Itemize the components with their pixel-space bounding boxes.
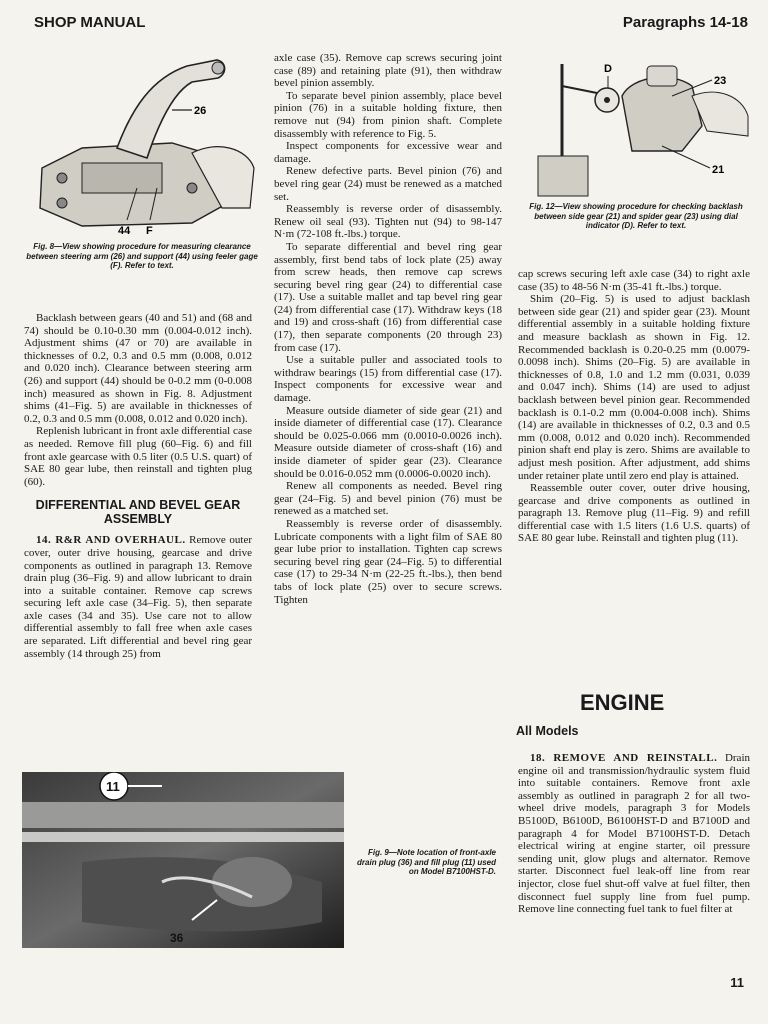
col2-paragraph-5: Reassembly is reverse order of disassembly. Renew oil seal (93). Tighten nut (94) to 98-147 N·m (72-108 ft.-lbs.) torque. (274, 203, 502, 241)
col3-paragraph-3: Reassemble outer cover, outer drive housing, gearcase and drive components as outlined in paragraph 13. Remove plug (11–Fig. 9) and refill differential case with 1.5 liters (1.6 U.S. quarts) of SAE 80 gear lube. Reinstall and tighten plug (11). (518, 482, 750, 545)
col1-paragraph-1: Backlash between gears (40 and 51) and (68 and 74) should be 0.10-0.30 mm (0.004-0.012 inch). Adjustment shims (47 or 70) are available in thicknesses of 0.2, 0.3 and 0.5 mm (0.008, 0.012 and 0.020 inch). Clearance between steering arm (26) and support (44) should be 0-0.2 mm (0-0.008 inch) measured as shown in Fig. 8. Adjustment shims (41–Fig. 5) are available in thicknesses of 0.2, 0.3 and 0.5 mm (0.008, 0.012 and 0.020 inch). (24, 312, 252, 425)
fig9-caption: Fig. 9—Note location of front-axle drain plug (36) and fill plug (11) used on Model B7100HST-D. (357, 848, 496, 876)
run-in-heading-18: 18. REMOVE AND REINSTALL. (530, 752, 718, 764)
col1-paragraph-2: Replenish lubricant in front axle differential case as needed. Remove fill plug (60–Fig. 6) and fill front axle gearcase with 0.5 liter (0.5 U.S. quart) of SAE 80 gear lube, then reinstall and tighten plug (60). (24, 425, 252, 488)
col2-paragraph-6: To separate differential and bevel ring gear assembly, first bend tabs of lock plate (25) away from screw heads, then remove cap screws securing bevel ring gear (24) to differential case (17). Use a suitable mallet and tap bevel ring gear (24) from differential case (17). Withdraw keys (18 and 19) and cross-shaft (16) from differential case (17), then separate components (20 through 23) from case (17). (274, 240, 502, 354)
col2-paragraph-1: axle case (35). Remove cap screws securing joint case (89) and retaining plate (91), then withdraw bevel pinion assembly. (274, 52, 502, 90)
fig9-photo (22, 772, 344, 948)
column-1 (24, 312, 252, 660)
subheading-all-models: All Models (516, 724, 579, 738)
fig12-caption: Fig. 12—View showing procedure for checking backlash between side gear (21) and spider gear (23) using dial indicator (D). Refer to text. (529, 202, 743, 230)
column-2 (274, 52, 502, 606)
running-header-right: Paragraphs 14-18 (622, 14, 748, 31)
run-in-heading-14: 14. R&R AND OVERHAUL. (36, 534, 186, 547)
col2-paragraph-3: Inspect components for excessive wear and damage. (274, 140, 502, 165)
col3-paragraph-4 (518, 752, 750, 916)
col2-paragraph-10: Reassembly is reverse order of disassembly. Lubricate components with a light film of SAE 80 gear lube prior to installation. Tighten cap screws securing bevel ring gear (24–Fig. 5) to differential case (17) to 29-34 N·m (22-25 ft.-lbs.), then bend tabs of lock plate (25) over to secure screws. Tighten (274, 517, 502, 606)
fig12-label-d: D (604, 63, 612, 75)
col2-paragraph-2: To separate bevel pinion assembly, place bevel pinion (76) in a suitable holding fixture, then remove nut (94) from pinion shaft. Complete disassembly with reference to Fig. 5. (274, 89, 502, 140)
fig12-illustration (522, 56, 750, 198)
col2-paragraph-4: Renew defective parts. Bevel pinion (76) and bevel ring gear (24) must be renewed as a matched set. (274, 165, 502, 203)
col2-paragraph-8: Measure outside diameter of side gear (21) and inside diameter of differential case (17). Clearance should be 0.025-0.066 mm (0.0010-0.0026 inch). Measure outside diameter of cross-shaft (16) and inside diameter of spider gear (23). Clearance should be 0.016-0.052 mm (0.0006-0.0020 inch). (274, 404, 502, 480)
page-number: 11 (730, 975, 744, 990)
fig8-label-44: 44 (118, 225, 131, 237)
running-header-left: SHOP MANUAL (34, 14, 146, 31)
section-heading-differential: DIFFERENTIAL AND BEVEL GEAR ASSEMBLY (35, 498, 241, 527)
col3-paragraph-2: Shim (20–Fig. 5) is used to adjust backlash between side gear (21) and spider gear (23). Mount differential assembly in a suitable holding fixture and measure backlash as shown in Fig. 12. Recommended backlash is 0.20-0.25 mm (0.0079-0.0098 inch). Shims (20–Fig. 5) are available in thicknesses of 0.8, 1.0 and 1.2 mm (0.031, 0.039 and 0.047 inch). Shims (14) are used to adjust backlash between bevel pinion gear. Recommended backlash is 0.1-0.2 mm (0.004-0.008 inch). Shims (14) are available in thicknesses of 0.2, 0.3 and 0.5 mm (0.008, 0.012 and 0.020 inch). Recommended pinion shaft end play is zero. Shims are available to adjust mesh position. After adjustment, add shims under retainer plate until zero end play is attained. (518, 293, 750, 482)
fig9-label-36: 36 (170, 931, 184, 945)
col3-paragraph-1: cap screws securing left axle case (34) to right axle case (35) to 48-56 N·m (35-41 ft.-lbs.) torque. (518, 268, 750, 293)
column-3-bottom (518, 752, 750, 916)
col2-paragraph-7: Use a suitable puller and associated tools to withdraw bearings (15) from differential case (17). Inspect components for excessive wear and damage. (274, 354, 502, 405)
col1-paragraph-3-text: Remove outer cover, outer drive housing, gearcase and drive components as outlined in paragraph 13. Remove drain plug (36–Fig. 9) and allow lubricant to drain into a suitable container. Remove cap screws securing left axle case (34–Fig. 5), then separate axle cases (34 and 35). Use care not to allow differential assembly to fall free when axle cases are separated. Lift differential and bevel ring gear assembly (14 through 25) from (24, 534, 252, 660)
fig12-label-23: 23 (714, 75, 727, 87)
fig12-label-21: 21 (712, 164, 725, 176)
section-heading-engine: ENGINE (580, 690, 665, 715)
fig9-label-11: 11 (106, 779, 120, 794)
col3-paragraph-4-text: Drain engine oil and transmission/hydraulic system fluid into suitable containers. Remove front axle assembly as outlined in paragraph 2 for all two-wheel drive models, paragraph 3 for Models B5100D, B6100D, B6100HST-D and B7100D and paragraph 4 for Model B7100HST-D. Detach electrical wiring at engine starter, oil pressure sending unit, glow plugs and alternator. Remove starter. Disconnect fuel leak-off line from rear injector, close fuel shut-off valve at fuel filter, then disconnect fuel supply line from fuel pump. Remove line connecting fuel tank to fuel filter at (518, 752, 750, 916)
fig8-label-26: 26 (194, 105, 207, 117)
fig8-illustration (22, 48, 262, 238)
fig8-label-f: F (146, 225, 153, 237)
column-3-top (518, 268, 750, 545)
col2-paragraph-9: Renew all components as needed. Bevel ring gear (24–Fig. 5) and bevel pinion (76) must be renewed as a matched set. (274, 480, 502, 518)
fig8-caption: Fig. 8—View showing procedure for measuring clearance between steering arm (26) and support (44) using feeler gage (F). Refer to text. (26, 242, 258, 270)
col1-paragraph-3 (24, 534, 252, 660)
